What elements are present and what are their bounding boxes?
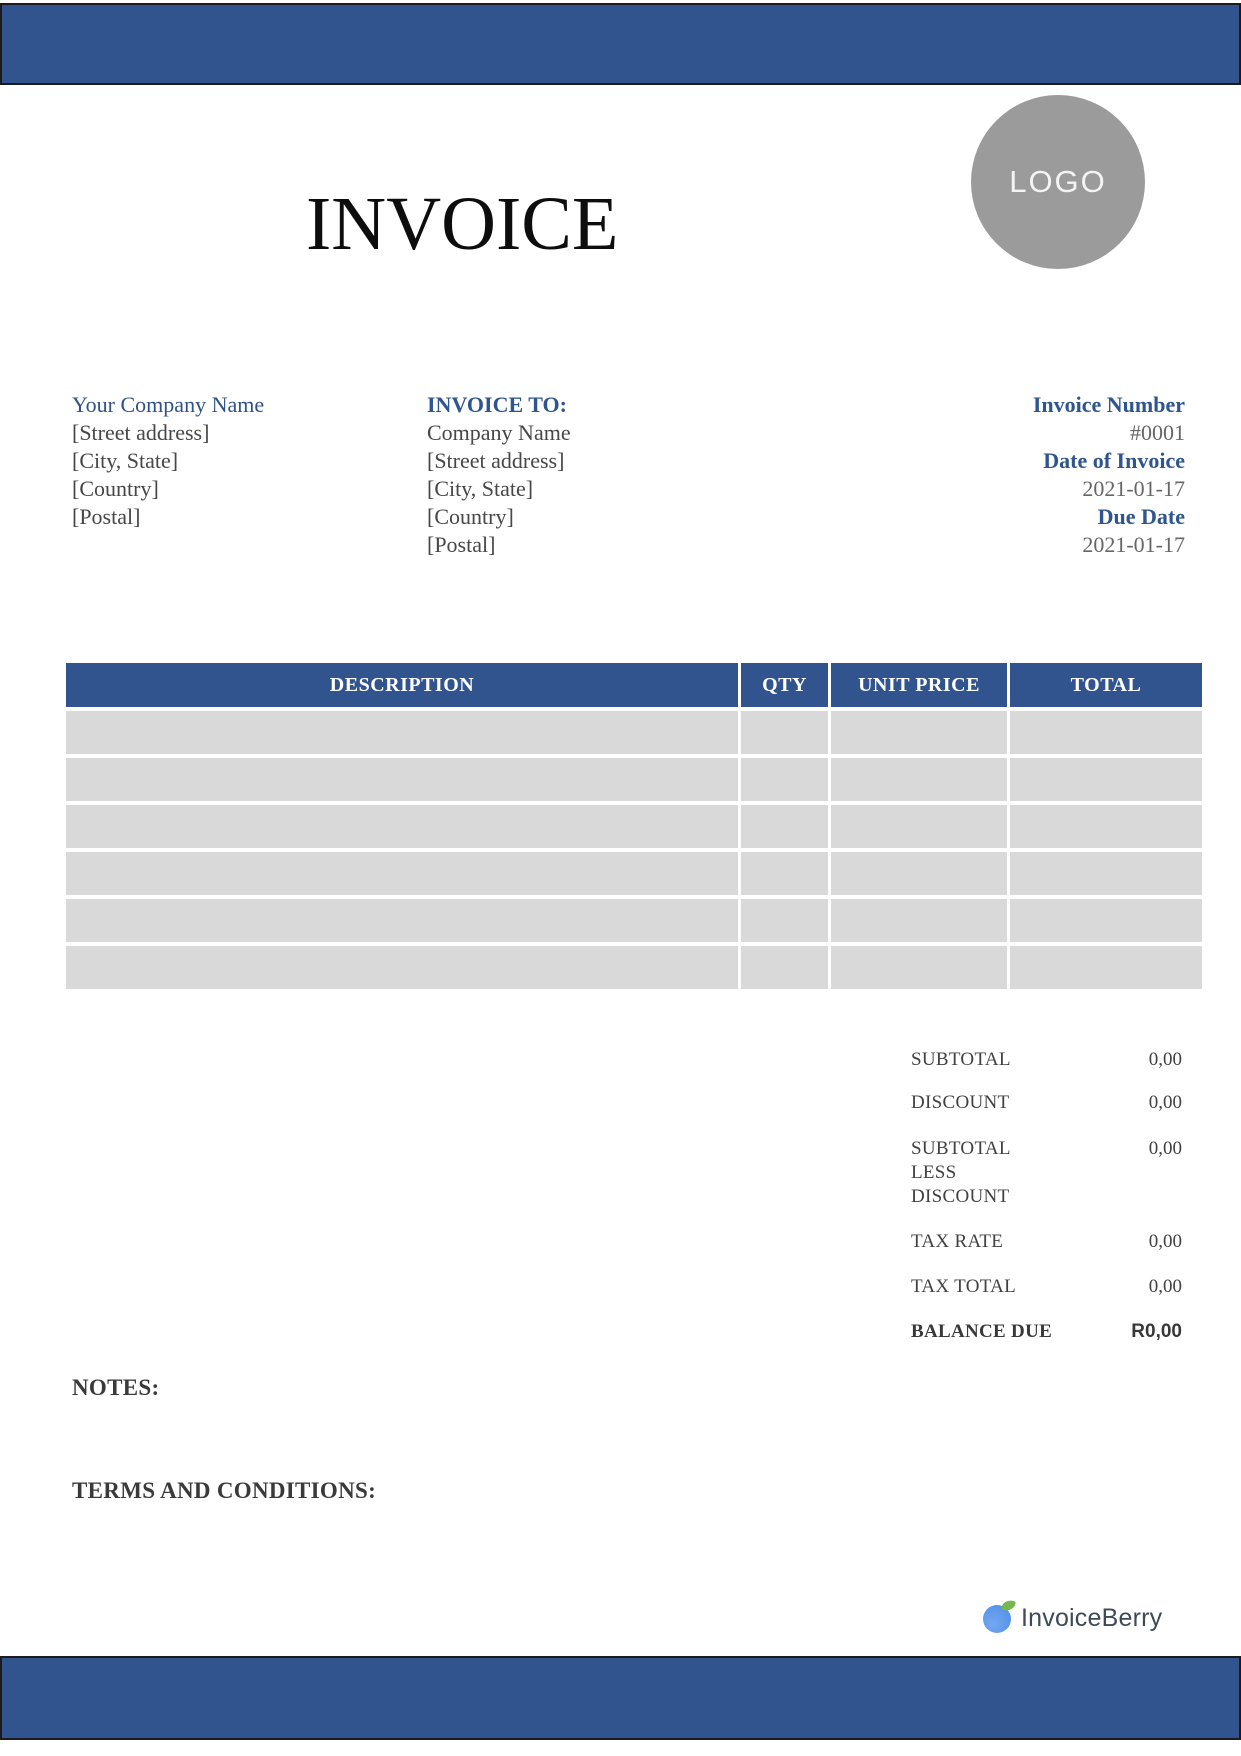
header-unit-price: UNIT PRICE	[831, 663, 1007, 707]
table-cell	[831, 805, 1007, 848]
tax-total-label: TAX TOTAL	[911, 1276, 1017, 1297]
client-address-line: [Country]	[427, 504, 514, 529]
table-row	[66, 805, 1193, 848]
table-cell	[831, 852, 1007, 895]
invoice-date-label: Date of Invoice	[1043, 448, 1185, 473]
table-cell	[1010, 711, 1202, 754]
discount-label: DISCOUNT	[911, 1092, 1010, 1113]
notes-label: NOTES:	[72, 1375, 160, 1400]
invoice-meta-block	[1033, 391, 1185, 559]
balance-due-row	[911, 1320, 1182, 1344]
table-row	[66, 899, 1193, 942]
client-address-line: [Street address]	[427, 448, 565, 473]
table-cell	[66, 805, 738, 848]
invoiceberry-brand	[983, 1604, 1162, 1633]
table-cell	[741, 899, 828, 942]
company-block	[72, 391, 264, 531]
invoice-to-block	[427, 391, 571, 559]
table-cell	[831, 899, 1007, 942]
logo-placeholder-text: LOGO	[1009, 164, 1107, 199]
table-cell	[741, 852, 828, 895]
table-row	[66, 758, 1193, 801]
table-cell	[741, 946, 828, 989]
items-table	[66, 663, 1193, 989]
table-cell	[831, 711, 1007, 754]
table-cell	[1010, 758, 1202, 801]
subtotal-label: SUBTOTAL	[911, 1049, 1011, 1070]
items-table-body	[66, 711, 1193, 989]
client-address-line: [Postal]	[427, 532, 496, 557]
tax-rate-value: 0,00	[1148, 1231, 1182, 1252]
company-address-line: [Postal]	[72, 504, 141, 529]
table-cell	[66, 899, 738, 942]
leaf-icon	[1001, 1598, 1016, 1611]
table-row	[66, 852, 1193, 895]
table-cell	[1010, 852, 1202, 895]
page-title: INVOICE	[306, 182, 619, 266]
company-address-line: [City, State]	[72, 448, 179, 473]
items-table-header	[66, 663, 1193, 707]
terms-label: TERMS AND CONDITIONS:	[72, 1478, 377, 1503]
balance-due-value: R0,00	[1131, 1321, 1182, 1342]
bottom-banner	[0, 1656, 1241, 1740]
tax-total-row	[911, 1275, 1182, 1299]
discount-row	[911, 1091, 1182, 1115]
subtotal-less-discount-value: 0,00	[1148, 1138, 1182, 1159]
table-cell	[741, 805, 828, 848]
brand-name: InvoiceBerry	[1021, 1604, 1163, 1632]
table-cell	[66, 711, 738, 754]
subtotal-row	[911, 1048, 1182, 1072]
table-cell	[1010, 946, 1202, 989]
balance-due-label: BALANCE DUE	[911, 1321, 1053, 1342]
company-address-line: [Country]	[72, 476, 159, 501]
company-logo-placeholder	[971, 95, 1145, 269]
table-cell	[66, 758, 738, 801]
subtotal-less-discount-label: SUBTOTAL LESS DISCOUNT	[911, 1138, 1011, 1207]
header-qty: QTY	[741, 663, 828, 707]
table-row	[66, 946, 1193, 989]
due-date-label: Due Date	[1097, 504, 1185, 529]
table-cell	[1010, 899, 1202, 942]
discount-value: 0,00	[1148, 1092, 1182, 1113]
tax-total-value: 0,00	[1148, 1276, 1182, 1297]
table-cell	[741, 711, 828, 754]
header-description: DESCRIPTION	[66, 663, 738, 707]
invoice-number-label: Invoice Number	[1032, 392, 1185, 417]
tax-rate-label: TAX RATE	[911, 1231, 1004, 1252]
subtotal-value: 0,00	[1148, 1049, 1182, 1070]
table-cell	[831, 946, 1007, 989]
invoice-to-heading: INVOICE TO:	[427, 392, 567, 417]
table-row	[66, 711, 1193, 754]
table-cell	[66, 946, 738, 989]
top-banner	[0, 3, 1241, 85]
company-name: Your Company Name	[72, 392, 265, 417]
berry-icon	[983, 1605, 1011, 1633]
client-name: Company Name	[427, 420, 571, 445]
client-address-line: [City, State]	[427, 476, 534, 501]
totals-section	[911, 1048, 1182, 1344]
header-total: TOTAL	[1010, 663, 1202, 707]
table-cell	[66, 852, 738, 895]
table-cell	[741, 758, 828, 801]
tax-rate-row	[911, 1230, 1182, 1254]
invoice-date-value: 2021-01-17	[1082, 476, 1185, 501]
invoice-number-value: #0001	[1130, 420, 1185, 445]
subtotal-less-discount-row	[911, 1137, 1182, 1209]
due-date-value: 2021-01-17	[1082, 532, 1185, 557]
company-address-line: [Street address]	[72, 420, 210, 445]
table-cell	[1010, 805, 1202, 848]
table-cell	[831, 758, 1007, 801]
